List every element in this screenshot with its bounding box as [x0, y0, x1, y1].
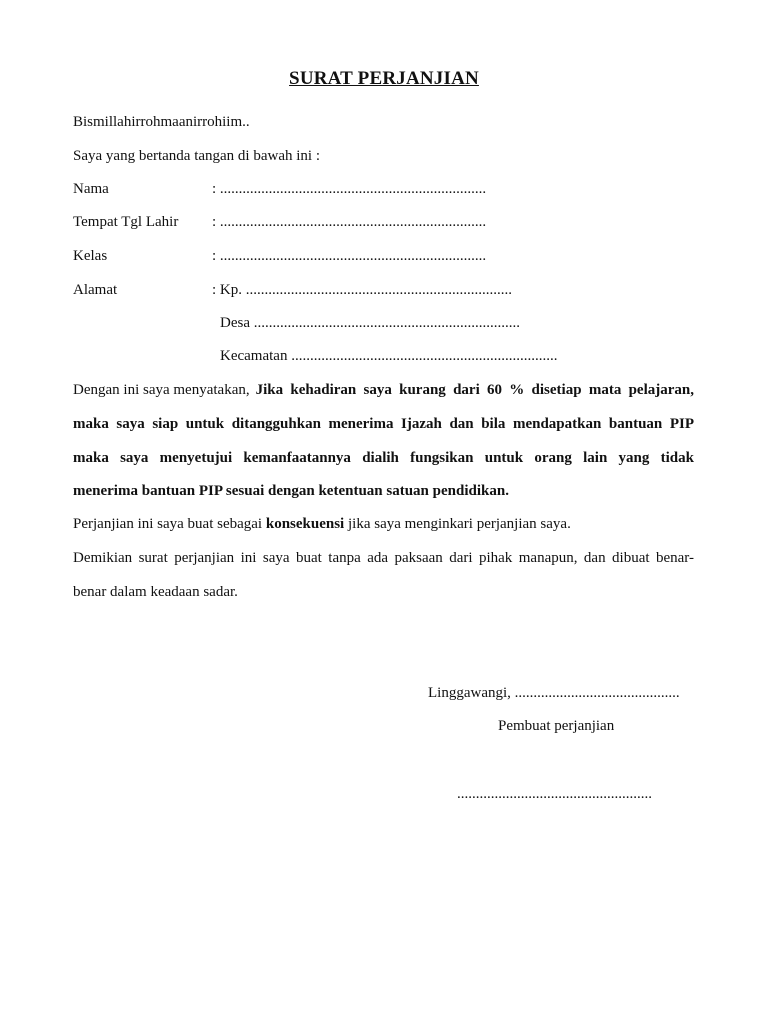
agreement-after: jika saya menginkari perjanjian saya.	[347, 516, 571, 532]
field-value-ttl: : .......................................................................	[212, 214, 487, 230]
field-value-desa: Desa .......................................................................	[220, 315, 520, 331]
signature-role: Pembuat perjanjian	[498, 718, 615, 734]
field-value-kecamatan: Kecamatan .......................................................................	[220, 348, 558, 364]
field-value-kelas: : .......................................................................	[212, 248, 487, 264]
field-label-nama: Nama	[73, 181, 109, 197]
document-title: SURAT PERJANJIAN	[289, 68, 479, 89]
field-value-nama: : .......................................................................	[212, 181, 487, 197]
signature-place-date: Linggawangi, ............................................	[428, 685, 680, 701]
signature-name-line: ....................................................	[457, 786, 652, 802]
field-label-alamat: Alamat	[73, 282, 118, 298]
statement-bold-3: maka saya menyetujui kemanfaatannya dialih fungsikan untuk orang lain yang tidak	[73, 450, 694, 466]
closing-line-2: benar dalam keadaan sadar.	[73, 584, 238, 600]
statement-line-1	[73, 382, 694, 399]
agreement-before: Perjanjian ini saya buat sebagai	[73, 516, 263, 532]
intro-text: Saya yang bertanda tangan di bawah ini :	[73, 148, 321, 164]
closing-line-1: Demikian surat perjanjian ini saya buat tanpa ada paksaan dari pihak manapun, dan dibuat benar-	[73, 550, 694, 566]
agreement-bold: konsekuensi	[265, 516, 345, 532]
field-label-kelas: Kelas	[73, 248, 108, 264]
field-value-alamat: : Kp. .......................................................................	[212, 282, 512, 298]
opening-greeting: Bismillahirrohmaanirrohiim..	[73, 114, 250, 130]
statement-bold-4: menerima bantuan PIP sesuai dengan ketentuan satuan pendidikan.	[73, 483, 509, 499]
field-label-ttl: Tempat Tgl Lahir	[73, 214, 179, 230]
agreement-line	[73, 516, 571, 533]
statement-lead: Dengan ini saya menyatakan,	[73, 382, 250, 398]
statement-bold-1: Jika kehadiran saya kurang dari 60 % disetiap mata pelajaran,	[255, 382, 694, 398]
statement-bold-2: maka saya siap untuk ditangguhkan menerima Ijazah dan bila mendapatkan bantuan PIP	[73, 416, 694, 432]
